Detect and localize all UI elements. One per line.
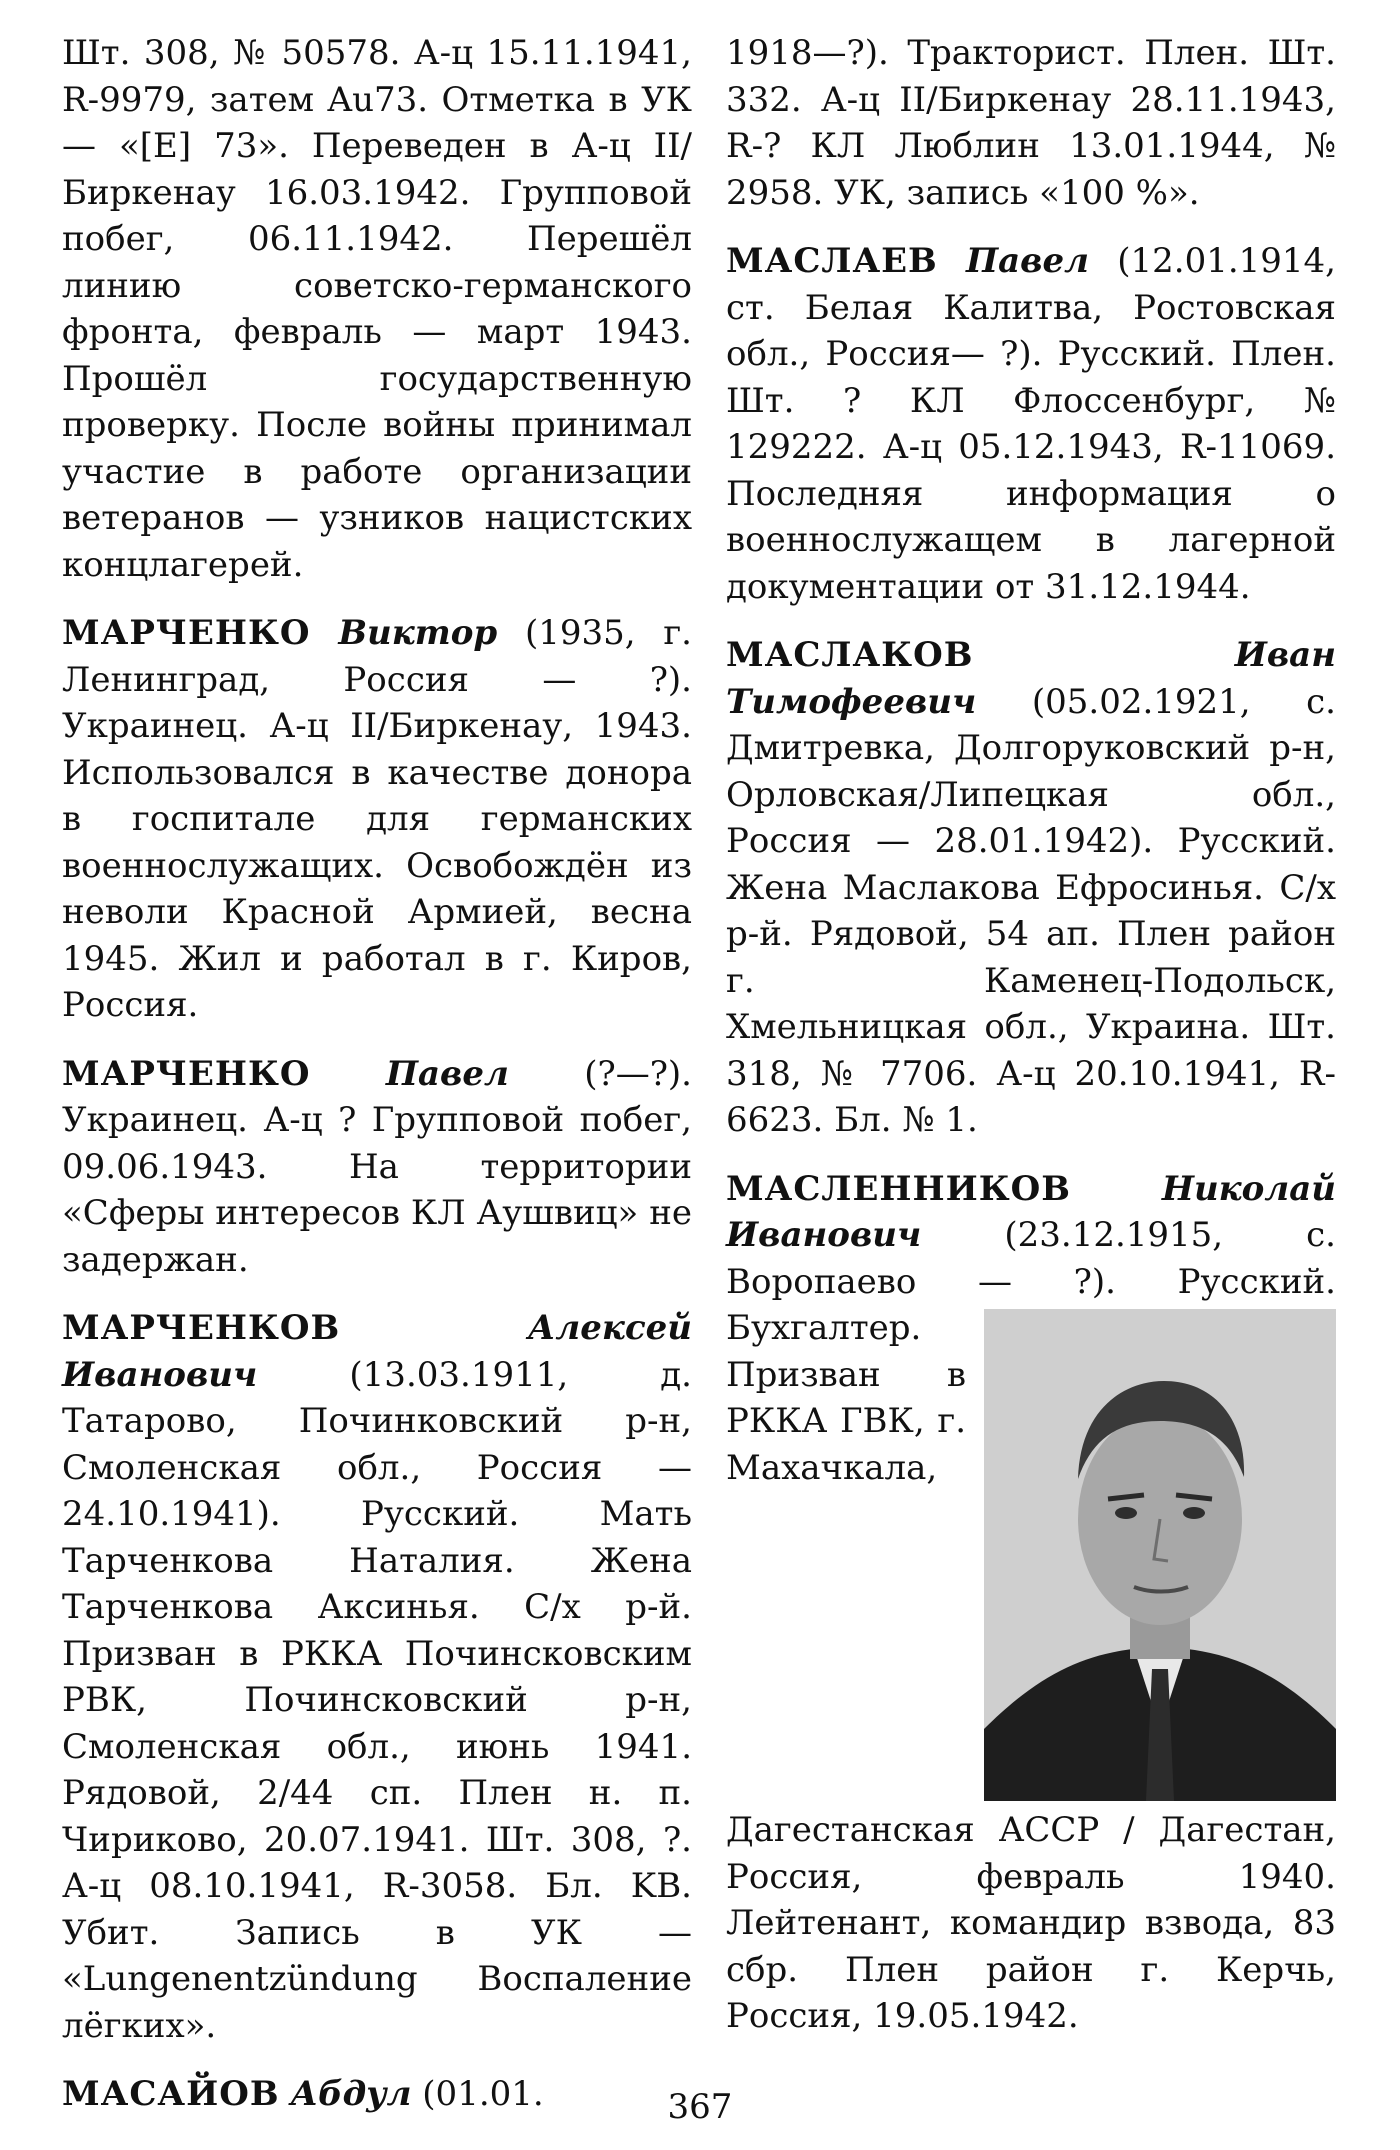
left-column (62, 30, 692, 2140)
entry-text: (05.02.1921, с. Дмитревка, Долгоруковский р-н, Орловская/Липецкая обл., Россия — 28.01.1942). Русский. Жена Маслакова Ефросинья. С/х р-й. Рядовой, 54 ап. Плен район г. Каменец-Подольск, Хмельницкая обл., Украина. Шт. 318, № 7706. А-ц 20.10.1941, R-6623. Бл. № 1. (726, 681, 1336, 1140)
entry-given-name: Николай Иванович (726, 1168, 1336, 1255)
page-number: 367 (667, 2087, 733, 2127)
entry-text: (23.12.1915, с. Воропаево — ?). (726, 1215, 1336, 1302)
entry-given-name: Павел (385, 1053, 509, 1094)
entry-marchenko-pavel (62, 1051, 692, 1284)
entry-given-name: Виктор (338, 613, 498, 653)
portrait-photo (984, 1309, 1336, 1801)
entry-given-name: Алексей Иванович (62, 1308, 692, 1395)
entry-text: Русский. Бухгалтер. Призван в РККА ГВК, г. Махачкала, Дагестанская АССР / Дагестан, Россия, февраль 1940. Лейтенант, командир взвода, 83 сбр. Плен район г. Керчь, Россия, 19.05.1942. (726, 1261, 1336, 2036)
portrait-photo-drawing (984, 1309, 1336, 1801)
entry-maslennikov-nikolay (726, 1166, 1336, 2040)
entry-text: (1935, г. Ленинград, Россия — ?). Украинец. А-ц II/Биркенау, 1943. Использовался в качестве донора в госпитале для германских военнослужащих. Освобождён из неволи Красной Армией, весна 1945. Жил и работал в г. Киров, Россия. (62, 613, 692, 1025)
entry-marchenko-viktor (62, 610, 692, 1029)
entry-marchenkov-aleksey (62, 1305, 692, 2049)
entry-text: (?—?). Украинец. А-ц ? Групповой побег, 09.06.1943. На территории «Сферы интересов КЛ Аушвиц» не задержан. (62, 1053, 692, 1280)
entry-given-name: Иван Тимофеевич (726, 635, 1336, 722)
entry-text: (01.01. (411, 2074, 544, 2114)
entry-continuation (62, 30, 692, 588)
entry-surname: МАСЛЕННИКОВ (726, 1168, 1072, 1209)
entry-maslakov-ivan (726, 632, 1336, 1144)
entry-maslaev-pavel (726, 238, 1336, 610)
entry-surname: МАРЧЕНКО (62, 613, 311, 653)
entry-surname: МАСЛАЕВ (726, 241, 938, 281)
entry-surname: МАСАЙОВ (62, 2074, 280, 2114)
entry-given-name: Абдул (290, 2074, 412, 2114)
entry-text: 1918—?). Тракторист. Плен. Шт. 332. А-ц II/Биркенау 28.11.1943, R-? КЛ Люблин 13.01.1944, № 2958. УК, запись «100 %». (726, 33, 1336, 213)
entry-text: (12.01.1914, ст. Белая Калитва, Ростовская обл., Россия— ?). Русский. Плен. Шт. ? КЛ Флоссенбург, № 129222. А-ц 05.12.1943, R-11069. Последняя информация о военнослужащем в лагерной документации от 31.12.1944. (726, 241, 1336, 607)
entry-text: Шт. 308, № 50578. А-ц 15.11.1941, R-9979, затем Au73. Отметка в УК — «[E] 73». Переведен в А-ц II/Биркенау 16.03.1942. Групповой побег, 06.11.1942. Перешёл линию советско-германского фронта, февраль — март 1943. Прошёл государственную проверку. После войны принимал участие в работе организации ветеранов — узников нацистских концлагерей. (62, 33, 692, 585)
entry-surname: МАРЧЕНКО (62, 1053, 311, 1094)
entry-continuation (726, 30, 1336, 216)
entry-surname: МАСЛАКОВ (726, 635, 974, 675)
right-column (726, 30, 1336, 2062)
entry-text: (13.03.1911, д. Татарово, Починковский р-н, Смоленская обл., Россия — 24.10.1941). Русский. Мать Тарченкова Наталия. Жена Тарченкова Аксинья. С/х р-й. Призван в РККА Починсковским РВК, Починсковский р-н, Смоленская обл., июнь 1941. Рядовой, 2/44 сп. Плен н. п. Чириково, 20.07.1941. Шт. 308, ?. А-ц 08.10.1941, R-3058. Бл. KB. Убит. Запись в УК — «Lungenentzündung Воспаление лёгких». (62, 1354, 692, 2046)
entry-given-name: Павел (966, 241, 1090, 281)
entry-surname: МАРЧЕНКОВ (62, 1308, 341, 1348)
